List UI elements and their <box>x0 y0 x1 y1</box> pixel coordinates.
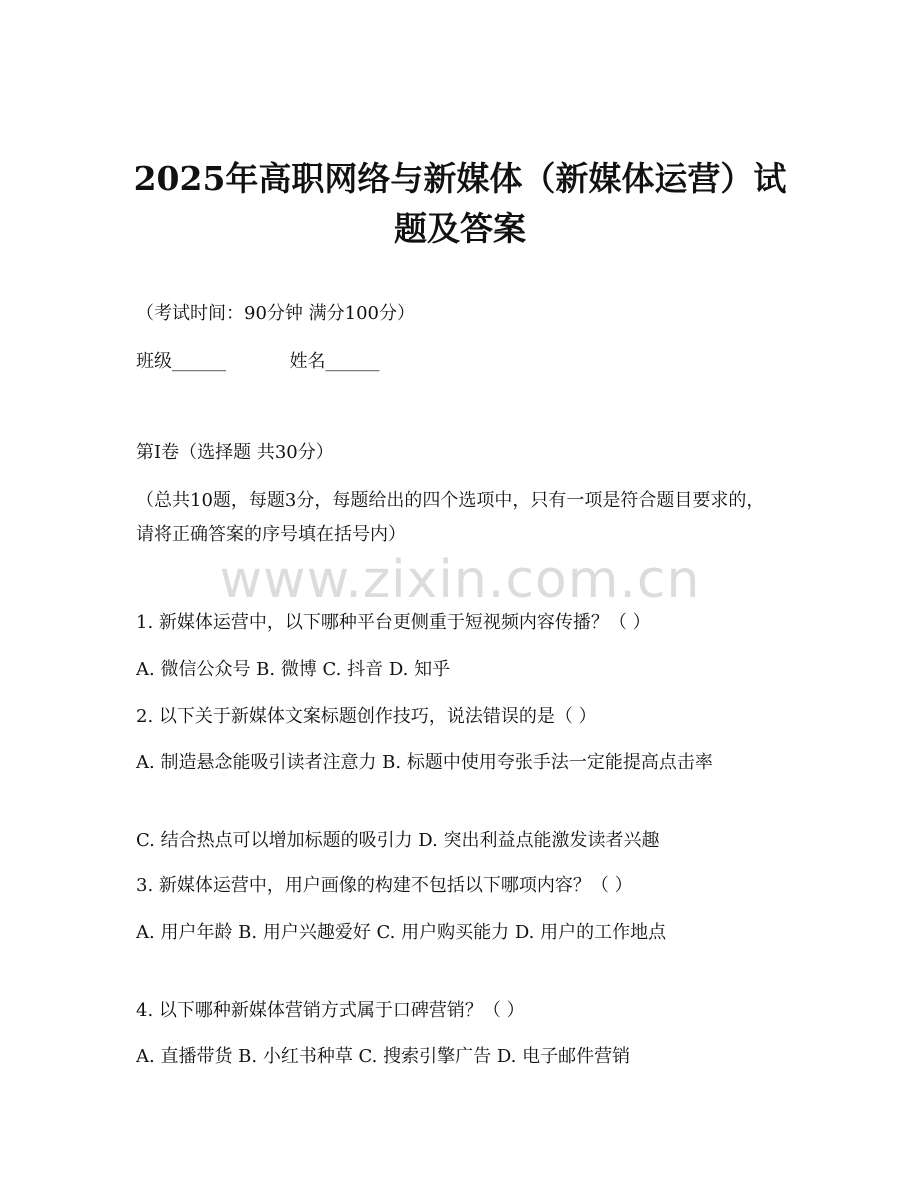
question-2-options-1: A. 制造悬念能吸引读者注意力 B. 标题中使用夸张手法一定能提高点击率 <box>136 752 713 773</box>
exam-info: （考试时间：90分钟 满分100分） <box>136 303 415 324</box>
question-4-stem: 4. 以下哪种新媒体营销方式属于口碑营销？（ ） <box>136 1000 525 1021</box>
document-title-line-1: 2025年高职网络与新媒体（新媒体运营）试 <box>133 159 787 198</box>
question-4-options: A. 直播带货 B. 小红书种草 C. 搜索引擎广告 D. 电子邮件营销 <box>136 1046 631 1067</box>
document-title-line-2: 题及答案 <box>394 209 526 248</box>
question-2-stem: 2. 以下关于新媒体文案标题创作技巧，说法错误的是（ ） <box>136 706 597 727</box>
student-info-row <box>136 348 786 376</box>
question-1-stem: 1. 新媒体运营中，以下哪种平台更侧重于短视频内容传播？（ ） <box>136 612 651 633</box>
question-3-stem: 3. 新媒体运营中，用户画像的构建不包括以下哪项内容？（ ） <box>136 875 633 896</box>
name-field-label: 姓名______ <box>289 351 380 372</box>
question-1-options: A. 微信公众号 B. 微博 C. 抖音 D. 知乎 <box>136 659 451 680</box>
section-heading: 第Ⅰ卷（选择题 共30分） <box>136 442 334 463</box>
class-field-label: 班级______ <box>136 351 226 372</box>
question-3-options: A. 用户年龄 B. 用户兴趣爱好 C. 用户购买能力 D. 用户的工作地点 <box>136 922 667 943</box>
watermark: www.zixin.com.cn <box>219 550 701 610</box>
instructions: （总共10题，每题3分，每题给出的四个选项中，只有一项是符合题目要求的，请将正确答案的序号填在括号内） <box>136 490 765 545</box>
question-2-options-2: C. 结合热点可以增加标题的吸引力 D. 突出利益点能激发读者兴趣 <box>136 830 660 851</box>
